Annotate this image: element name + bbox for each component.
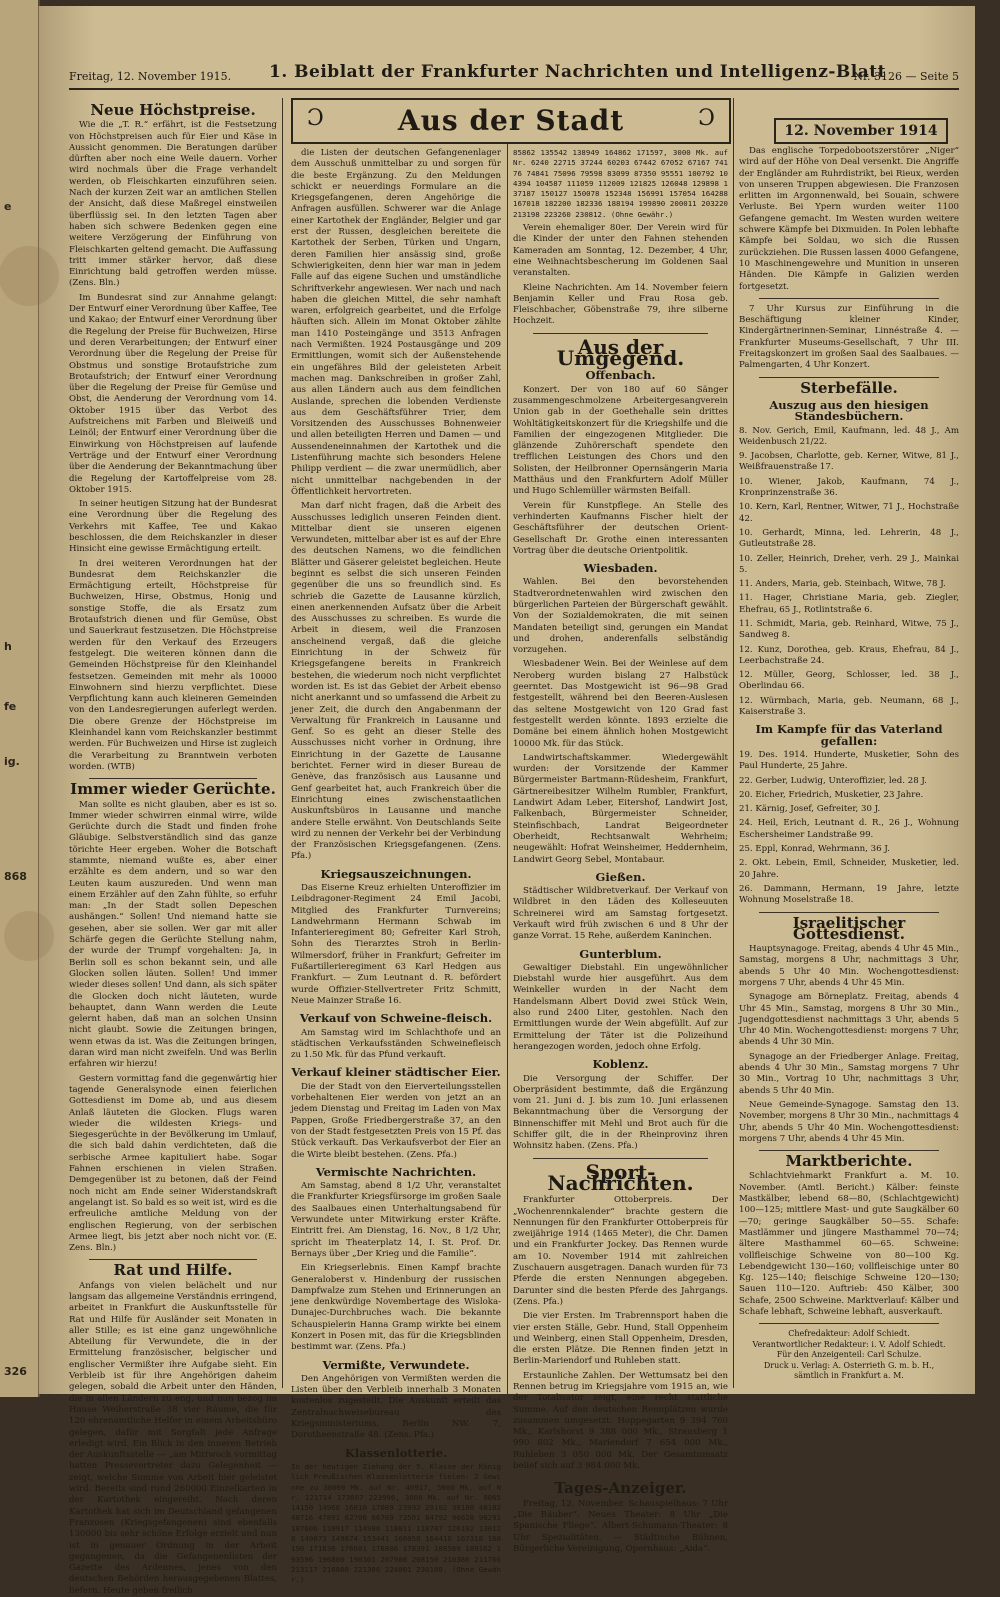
article-paragraph: Das englische Torpedobootszerstörer „Niger“ wird auf der Höhe von Deal versenkt. Die Angriffe der Engländer am Ruhrdistrikt, bei Rieux, werden von unseren Truppen abgewiesen. Die Franzosen erlitten im Argonnenwald, bei Souain, schwere Verluste. Bei Ypern wurden weiter 1100 Gefangene gemacht. Im Westen wurden weitere schwere Kämpfe bei Dixmuiden. In Polen lebhafte Kämpfe bei Soldau, wo sich die Russen zurückziehen. Die Russen lassen 4000 Gefangene, 10 Maschinengewehre und Munition in unseren Händen. Die Kämpfe in Galizien werden fortgesetzt. [739,146,959,292]
edge-fragment: h [4,640,12,653]
column-1 [69,101,277,1596]
subheading: Vermischte Nachrichten. [315,1164,477,1179]
section-heading: Tages-Anzeiger. [554,1479,687,1498]
subheading: Klassenlotterie. [344,1445,448,1460]
list-item: 10. Kern, Karl, Rentner, Witwer, 71 J., Hochstraße 42. [739,502,959,524]
article-paragraph: 7 Uhr Kursus zur Einführung in die Beschäftigung kleiner Kinder, Kindergärtnerinnen-Seminar, Linnéstraße 4. — Frankfurter Museums-Gesellschaft, 7 Uhr III. Freitagskonzert im großen Saal des Saalbaues. — Palmengarten, 4 Uhr Konzert. [739,303,959,371]
list-item: 10. Gerhardt, Minna, led. Lehrerin, 48 J., Gutleutstraße 28. [739,527,959,550]
binding-edge [0,0,40,1397]
article-paragraph: Das Eiserne Kreuz erhielten Unteroffizier im Leibdragoner-Regiment 24 Emil Jacobi, Mitglied des Frankfurter Turnvereins; Landwehrmann Hermann Schwab im Infanterieregiment 80; Gefreiter Karl Stroh, Sohn des Tierarztes Stroh in Berlin-Wilmersdorf, früher in Frankfurt; Gefreiter im Fußartillerieregiment 63 Karl Hedgen aus Frankfurt. — Zum Leutnant d. R. befördert wurde Offizier-Stellvertreter Fritz Schmitt, Neue Mainzer Straße 16. [291,883,501,1006]
article-paragraph: Die Versorgung der Schiffer. Der Oberpräsident bestimmte, daß die Ergänzung vom 21. Juni d. J. bis zum 10. Juni erlassenen Bekanntmachung über die Versorgung der Binnenschiffer mit Mehl und Brot auch für die Schiffer gilt, die in der Rheinprovinz ihren Wohnsitz haben. (Zens. Pfa.) [513,1073,728,1152]
list-item: 20. Eicher, Friedrich, Musketier, 23 Jahre. [739,789,924,800]
list-item: 12. Kunz, Dorothea, geb. Kraus, Ehefrau, 84 J., Leerbachstraße 24. [739,644,959,666]
article-paragraph: Ein Kriegserlebnis. Einen Kampf brachte Generaloberst v. Hindenburg der russischen Dampfwalze zum Stehen und Erinnerungen an jene denkwürdige Novembertage des Wisloka-Dunajec-Durchbruches wach. Die bekannte Schauspielerin Hanna Gramp wirkte bei einem Konzert in Posen mit, das für die Kriegsblinden bestimmt war. (Zens. Pfa.) [291,1263,501,1353]
edge-fragment: e [4,200,12,213]
article-paragraph: Am Samstag, abend 8 1/2 Uhr, veranstaltet die Frankfurter Kriegsfürsorge im großen Saale des Saalbaues einen Unterhaltungsabend für Verwundete unter Mitwirkung erster Kräfte. Eintritt frei. Am Dienstag, 16. Nov., 8 1/2 Uhr, spricht im Theaterplatz 14, I. St. Prof. Dr. Bernays über „Der Krieg und die Familie“. [291,1181,501,1259]
subheading: Im Kampfe für das Vaterland gefallen: [755,722,943,748]
list-item: 19. Des. 1914. Hunderte, Musketier, Sohn des Paul Hunderte, 25 Jahre. [739,749,959,772]
article-paragraph: Verein für Kunstpflege. An Stelle des verhinderten Kaufmanns Fischer hielt der Geschäftsführer der deutschen Orient-Gesellschaft Dr. Grothe einen interessanten Vortrag über die deutsche Orientpolitik. [513,500,728,556]
article-paragraph: Im Bundesrat sind zur Annahme gelangt: Der Entwurf einer Verordnung über Kaffee, Tee und Kakao; der Entwurf einer Verordnung über die Regelung der Preise für Buchweizen, Hirse und deren Verarbeitungen; der Entwurf einer Verordnung über die Regelung der Preise für Obstmus und sonstige Brotaufstriche zum Brotaufstrich; der Entwurf einer Verordnung über die Regelung der Preise für Gemüse und Obst, die Aenderung der Verordnung vom 14. Oktober 1915 über das Verbot des Aufstreichens mit Farben und Bleiweiß und Leinöl; der Entwurf einer Verordnung über die Einwirkung von Höchstpreisen auf laufende Verträge und der Entwurf einer Verordnung über die Aenderung der Bekanntmachung über die Regelung der Kartoffelpreise vom 28. Oktober 1915. [69,292,277,495]
column-3 [513,148,728,1554]
masthead-issue: Nr. 3126 — Seite 5 [853,70,959,83]
article-heading: Rat und Hilfe. [113,1261,233,1280]
article-paragraph: Städtischer Wildbretverkauf. Der Verkauf von Wildbret in den Läden des Kolleseuuten Schreinerei wird am Samstag fortgesetzt. Verkauft wird früh zwischen 6 und 8 Uhr der ganze Vorrat. 15 Rehe, außerdem Kaninchen. [513,886,728,942]
article-paragraph: Frankfurter Ottoberpreis. Der „Wochenrennkalender“ brachte gestern die Nennungen für den Frankfurter Ottoberpreis für zweijährige 1914 (1465 Meter), die Chr. Damen und ein Frankfurter Jockey. Das Rennen wurde am 10. November 1914 mit zahlreichen Zuschauern ausgetragen. Danach wurden für 73 Pferde die ersten Nennungen abgegeben. Darunter sind die besten Pferde des Jahrgangs. (Zens. Pfa.) [513,1195,728,1307]
list-item: 10. Zeller, Heinrich, Dreher, verh. 29 J., Mainkai 5. [739,553,959,575]
article-paragraph: Synagoge an der Friedberger Anlage. Freitag, abends 4 Uhr 30 Min., Samstag morgens 7 Uhr 30 Min., Vortrag 10 Uhr, nachmittags 3 Uhr, abends 5 Uhr 40 Min. [739,1051,959,1096]
imprint-line: Verantwortlicher Redakteur: i. V. Adolf Schiedt. [752,1339,946,1349]
article-paragraph: In seiner heutigen Sitzung hat der Bundesrat eine Verordnung über die Regelung des Verkehrs mit Kaffee, Tee und Kakao beschlossen, die dem Reichskanzler in dieser Hinsicht eine gewisse Ermächtigung erteilt. [69,499,277,555]
lottery-numbers: 85862 135542 138949 164862 171597, 3000 Mk. auf Nr. 6240 22715 37244 60203 67442 67052 67167 74176 74841 75096 79598 83099 87350 95551 100792 104394 104587 111059 112009 121825 126048 129898 137187 150127 150078 152348 156991 157054 164288 167018 182200 182336 188194 199890 200011 203220 213198 223260 230812. (Ohne Gewähr.) [513,148,728,219]
article-paragraph: Wie die „T. R.“ erfährt, ist die Festsetzung von Höchstpreisen auch für Eier und Käse in Aussicht genommen. Die Beratungen darüber dürften aber noch eine Weile dauern. Vorher wird nochmals über die Frage verhandelt werden, ob Fleischkarten einzuführen seien. Nach der kurzen Zeit war an amtlichen Stellen der Ansicht, daß diese Maßregel einstweilen überflüssig sei. In den letzten Tagen aber haben sich schwere Bedenken gegen eine weitere Verzögerung der Einführung von Fleischkarten geltend gemacht. Die Auffassung tritt immer stärker hervor, daß diese Einrichtung bald getroffen werden müsse. (Zens. Bln.) [69,120,277,289]
section-banner [291,98,731,144]
section-heading: Israelitischer Gottesdienst. [792,913,906,943]
list-item: 12. Würmbach, Maria, geb. Neumann, 68 J., Kaiserstraße 3. [739,695,959,718]
list-item: 22. Gerber, Ludwig, Unteroffizier, led. 28 J. [739,775,927,786]
list-item: 8. Nov. Gerich, Emil, Kaufmann, led. 48 J., Am Weidenbusch 21/22. [739,425,959,447]
article-paragraph: Man sollte es nicht glauben, aber es ist so. Immer wieder schwirren einmal wirre, wilde Gerüchte durch die Stadt und finden frohe Gläubige. Selbstverständlich sind das ganze törichte Heer ergeben. Woher die Botschaft stammte, niemand wußte es, aber einer erzählte es dem andern, und so war den Leuten kaum auszureden. Und wenn man einem Erzähler auf den Zahn fühlte, so erfuhr man: „In der Stadt sollen Depeschen aushängen.“ Sollen! Und niemand hatte sie gesehen, aber sie sollen. Wer gar mit aller Schärfe gegen die Gerüchte Stellung nahm, der wurde der Trumpf vorgehalten: Ja, in Berlin soll es schon bekannt sein, und alle Glocken sollen läuten. Sollen! Und immer wieder dieses sollen! Und dann, als sich später die Glocken doch nicht läuteten, wurde behauptet, dann Wann werden die Leute gelernt haben, daß man an solchen Unsinn nicht glaubt. Sowie die Zeitungen bringen, wenn etwas da ist. Was die Zeitungen bringen, daran wird man nicht zweifeln. Und was Berlin erfahren wir hierzu! [69,799,277,1070]
section-heading: Marktberichte. [785,1152,913,1171]
list-item: 12. Müller, Georg, Schlosser, led. 38 J., Oberlindau 66. [739,670,959,692]
subheading: Auszug aus den hiesigen Standesbüchern. [769,397,929,424]
imprint-line: Druck u. Verlag: A. Osterrieth G. m. b. H., [763,1360,935,1370]
article-paragraph: Kleine Nachrichten. Am 14. November feiern Benjamin Keller und Frau Rosa geb. Fleischbacher, Göbenstraße 79, ihre silberne Hochzeit. [513,282,728,327]
subheading: Verkauf kleiner städtischer Eier. [291,1065,501,1080]
article-paragraph: Wiesbadener Wein. Bei der Weinlese auf dem Neroberg wurden bislang 27 Halbstück geerntet. Das Mostgewicht ist 96—98 Grad festgestellt, während bei den Beeren-Auslesen das seltene Mostgewicht von 120 Grad fast festgestellt werden könnte. 1893 erzielte die Domäne bei einem ähnlich hohen Mostgewicht 10000 Mk. für das Stück. [513,659,728,749]
article-paragraph: Hauptsynagoge. Freitag, abends 4 Uhr 45 Min., Samstag, morgens 8 Uhr, nachmittags 3 Uhr, abends 5 Uhr 40 Min. Wochengottesdienst: morgens 7 Uhr, abends 4 Uhr 45 Min. [739,944,959,988]
article-paragraph: Gewaltiger Diebstahl. Ein ungewöhnlicher Diebstahl wurde hier ausgeführt. Aus dem Weinkeller wurden in der Nacht dem Handelsmann Albert Dovid zwei Stück Wein, also rund 2400 Liter, gestohlen. Nach den Ermittlungen wurde der Wein abgefüllt. Auf zur Ermittelung der Täter ist die Polizeihund herangezogen worden, jedoch ohne Erfolg. [513,962,728,1052]
list-item: 10. Wiener, Jakob, Kaufmann, 74 J., Kronprinzenstraße 36. [739,476,959,499]
place-heading: Gunterblum. [579,946,662,961]
list-item: 21. Kärnig, Josef, Gefreiter, 30 J. [739,804,881,815]
edge-fragment: fe [4,700,17,713]
article-paragraph: Anfangs von vielen belächelt und nur langsam das allgemeine Verständnis erringend, arbeitet in Frankfurt die Auskunftsstelle für Rat und Hilfe für Ausländer seit Monaten in aller Stille; es ist eine ganz ungewöhnliche Abteilung für Verwundete, die in der Ermittelung französischer, belgischer und englischer Vermißter ihre Aufgabe sieht. Ein Verbleib ist für ihre Angehörigen daheim gelegen, sobald die Arbeit unter den Händen, die in allen Ländern zu eng, und nun bezog im Hause Weiherstraße 38 vier Räume, die für 120 ehrenamtliche Helfer in einem Arbeitsbüro gelegen, dafür mit Sorgfalt jede Anfrage erledigt wird. Ein Blick in den inneren Betrieb der Auskunftsstelle — „am Mittwoch vormittag hatten Pressevertreter dazu Gelegenheit — zeigt, welche Summe von Arbeit hier geleistet wird. Bereits sind rund 260000 Einzelkarten in der Kartothek eingereiht. Nach deren Kartothek hat sich im Deutschland gefangenen Franzosen (Kriegsgefangenen) sind ebenfalls 130000 bis sehr schöne Erfolge erzielt und nun ist in genauer Ordnung in der Arbeit gegangenen, da die Gefangenenlisten der Gazette des Ardennes, jenes von den deutschen Behörden herausgegebenen Blattes, liefern. Heute geben freilich [69,1280,277,1596]
section-heading: Aus der Umgegend. [556,334,685,371]
list-item: 24. Heil, Erich, Leutnant d. R., 26 J., Wohnung Eschersheimer Landstraße 99. [739,818,959,840]
ornament-right-icon: Ɔ [698,106,715,131]
section-heading: Sterbefälle. [800,378,898,397]
column-4 [739,146,959,1426]
edge-fragment: ig. [4,755,20,768]
lottery-numbers: In der heutigen Ziehung der 5. Klasse der Königlich Preußischen Klassenlotterie fielen: 2 Gewinne zu 30000 Mk. auf Nr. 40917, 5000 Mk. auf Nr. 121714 173607 223996, 3000 Mk. auf Nr. 9065 14150 14966 16810 17089 23992 29102 38180 48182 48716 47891 62706 66769 73501 84792 96628 98291 107606 110917 114986 118811 118787 126102 130128 149073 149874 153441 166058 164416 167318 168190 171836 176601 176806 178391 188589 189162 193596 196800 198301 207908 208150 210386 211766 213117 216860 221306 224001 230108. (Ohne Gewähr.) [291,1461,501,1585]
article-paragraph: Konzert. Der von 180 auf 60 Sänger zusammengeschmolzene Arbeitergesangverein Union gab in der Goethehalle sein drittes Wohltätigkeitskonzert für die Kriegshilfe und die Familien der eingezogenen Mitglieder. Die glänzende Zuhörerschaft spendete den trefflichen Leistungen des Chors und den Solisten, der Heilbronner Opernsängerin Maria Matthäus und den Frankfurtern Adolf Müller und Hugo Schlemüller wärmsten Beifall. [513,384,728,497]
list-item: 2. Okt. Lebein, Emil, Schneider, Musketier, led. 20 Jahre. [739,858,959,880]
subheading: Kriegsauszeichnungen. [320,866,472,881]
imprint [739,1329,959,1382]
column-2 [291,148,501,1585]
list-item: 11. Hager, Christiane Maria, geb. Ziegler, Ehefrau, 65 J., Rotlintstraße 6. [739,593,959,615]
article-paragraph: Schlachtviehmarkt Frankfurt a. M. 10. November. (Amtl. Bericht.) Kälber: feinste Mastkälber, lebend 68—80, (Schlachtgewicht) 100—125; mittlere Mast- und gute Saugkälber 60—70; geringe Saugkälber 50—55. Schafe: Mastlämmer und jüngere Masthammel 70—74; ältere Masthammel 60—65. Schweine: vollfleischige Schweine von 80—100 Kg. Lebendgewicht 130—160; vollfleischige unter 80 Kg. 125—140; fleischige Schweine 120—130; Sauen 110—120. Auftrieb: 450 Kälber, 300 Schafe, 2500 Schweine. Marktverlauf: Kälber und Schafe lebhaft, Schweine lebhaft, ausverkauft. [739,1171,959,1318]
article-paragraph: Man darf nicht fragen, daß die Arbeit des Ausschusses lediglich unseren Feinden dient. Mittelbar dient sie unseren eigenen Verwundeten, mittelbar aber ist es auf der Ehre des deutschen Namens, wo die feindlichen Blätter und Gäserer geleistet begleichen. Heute beginnt es selbst die sich unseren Feinden gegenüber die uns so freundlich sind. Es schrieb die Gazette de Lausanne kürzlich, einen anerkennenden Aufsatz über die Arbeit des Ausschusses zu schreiben. Es wurde die Arbeit in diesem, weil die Franzosen anscheinend vergaß, daß die gleiche Einrichtung in der Schweiz für Kriegsgefangene bereits in Frankreich bestehen, die wiederum noch nicht verpflichtet worden ist. Es ist das Gebiet der Arbeit ebenso nicht anerkannt und so umfassend die Arbeit zu jener Zeit, die durch den Angabenmann der Verwaltung für Frankreich in Lausanne und Genf. So es geht an dieser Stelle des Ausschusses nicht vorher in Ordnung, ihre Einrichtung in der Gazette de Lausanne berichtet. Ferner wird in dieser Bureau de Genève, das französisch aus Lausanne und Genf gearbeitet hat, auch Frankreich über die Einrichtung eines zwischenstaatlichen Auskunftsbüros in Lausanne und manche andere Stelle erwähnt. Von Deutschlands Seite wird zu nennen der Verkehr bei der Verbindung der Französischen Kriegsgefangenen. (Zens. Pfa.) [291,501,501,862]
masthead-date: Freitag, 12. November 1915. [69,70,232,83]
ornament-left-icon: Ɔ [307,106,324,131]
place-heading: Gießen. [595,869,646,884]
list-item: 26. Dammann, Hermann, 19 Jahre, letzte Wohnung Moselstraße 18. [739,883,959,906]
article-paragraph: Gestern vormittag fand die gegenwärtig hier tagende Generalsynode einen feierlichen Gottesdienst im Dome ab, und aus diesem Anlaß läuteten die Glocken. Flugs waren wieder die wildesten Kriegs- und Siegesgerüchte in der Bevölkerung im Umlauf, die sich bald dahin verdichteten, daß die serbische Armee kapituliert habe. Sogar Fahnen erschienen in vielen Straßen. Demgegenüber ist zu betonen, daß der Feind noch nicht am Ende seiner Widerstandskraft angelangt ist. So bald es so weit ist, wird es die erfreuliche amtliche Meldung von der englischen Regierung, von der serbischen Armee liegt, bis jetzt aber noch nicht vor. (E. Zens. Bln.) [69,1073,277,1254]
date-box: 12. November 1914 [774,118,948,144]
article-paragraph: Die der Stadt von den Eierverteilungsstellen vorbehaltenen Eier werden von jetzt an an jedem Dienstag und Freitag im Laden von Max Pappen, Große Friedbergerstraße 37, an den von der Stadt festgesetzten Preis von 15 Pf. das Stück verkauft. Das Verkaufsverbot der Eier an die Wirte bleibt bestehen. (Zens. Pfa.) [291,1081,501,1160]
newspaper-page [38,6,975,1596]
place-heading: Wiesbaden. [583,561,658,576]
edge-fragment: 868 [4,870,27,883]
masthead-title: 1. Beiblatt der Frankfurter Nachrichten und Intelligenz-Blatt [269,62,886,82]
place-heading: Offenbach. [585,368,656,383]
article-paragraph: Die vier Ersten. Im Trabrennsport haben die vier ersten Ställe, Gebr. Hund, Stall Oppenheim und Weinberg, einen Stall Oppenheim, Dresden, die ersten Plätze. Die Rennen finden jetzt in Berlin-Mariendorf und Ruhleben statt. [513,1311,728,1367]
list-item: 9. Jacobsen, Charlotte, geb. Kerner, Witwe, 81 J., Weißfrauenstraße 17. [739,451,959,473]
imprint-line: Chefredakteur: Adolf Schiedt. [788,1329,910,1339]
article-paragraph: Wahlen. Bei den bevorstehenden Stadtverordnetenwahlen wird zwischen den bürgerlichen Parteien der Bürgerschaft gewählt. Von der Sozialdemokraten, die mit seinen Mandaten beteiligt sind, gerungen ein Mandat und drohen, anderenfalls selbständig vorzugehen. [513,577,728,656]
list-item: 11. Anders, Maria, geb. Steinbach, Witwe, 78 J. [739,579,946,590]
death-list [739,426,959,719]
subheading: Vermißte, Verwundete. [322,1357,470,1372]
section-title: Aus der Stadt [397,104,625,137]
article-paragraph: Landwirtschaftskammer. Wiedergewählt wurden: der Vorsitzende der Kammer Bürgermeister Bartmann-Rüdesheim, Frankfurt, Gärtnereibesitzer Wilhelm Rumbler, Frankfurt, Landwirt Adam Leber, Eitershof, Landwirt Jost, Falkenbach, Bürgermeister Schneider, Steinfischbach, Landrat Beigeordneter Oberheidt, Rechtsanwalt Wehrheim; neugewählt: Hofrat Weinsheimer, Heddernheim, Landwirt Georg Sebel, Montabaur. [513,752,728,865]
article-paragraph: Erstaunliche Zahlen. Der Wettumsatz bei den Rennen betrug im Kriegsjahre vom 1915 an, wie der Totalisator zeigt, eine recht stattliche Summe. Auf den deutschen Rennplätzen wurde zusammen umgesetzt: Hoppegarten 9 394 760 Mk., Karlshorst 9 388 000 Mk., Strausberg 1 990 802 Mk., Mariendorf 7 654 000 Mk., Ruhleben 3 050 000 Mk. Der Gesamtumsatz belief sich auf 3 984 000 Mk. [513,1370,728,1472]
article-heading: Immer wieder Gerüchte. [70,780,276,799]
article-paragraph: Freitag, 12. November. Schauspielhaus: 7 Uhr „Die Räuber“. Neues Theater: 8 Uhr „Die Spanische Fliege“. Albert-Schumann-Theater: 8 Uhr Spezialitäten. — Städtische Bühnen, Bürgerliche Vereinigung, Opernhaus: „Aida“. [513,1498,728,1554]
subheading: Verkauf von Schweine-fleisch. [299,1011,493,1026]
fallen-list [739,750,959,907]
article-paragraph: Verein ehemaliger 80er. Der Verein wird für die Kinder der unter den Fahnen stehenden Kameraden am Sonntag, 12. Dezember, 4 Uhr, eine Weihnachtsbescherung im Goldenen Saal veranstalten. [513,223,728,279]
list-item: 25. Eppl, Konrad, Wehrmann, 36 J. [739,844,890,855]
article-paragraph: In drei weiteren Verordnungen hat der Bundesrat dem Reichskanzler die Ermächtigung erteilt, Höchstpreise für Buchweizen, Hirse, Obstmus, Honig und sonstige Stoffe, die als Ersatz zum Brotaufstrich dienen und für Gemüse, Obst und Sauerkraut festzusetzen. Die Höchstpreise werden für den Verkauf des Erzeugers festgelegt. Die weiteren können dann die Gemeinden Höchstpreise für den Kleinhandel festsetzen. Gemeinden mit mehr als 10000 Einwohnern sind hierzu verpflichtet. Diese Verpflichtung kann auch kleineren Gemeinden von den Landesregierungen auferlegt werden. Die obere Grenze der Höchstpreise im Kleinhandel kann vom Reichskanzler bestimmt werden. Für Buchweizen und Hirse ist zugleich die Verarbeitung zu Branntwein verboten worden. (WTB) [69,558,277,772]
place-heading: Koblenz. [592,1057,649,1072]
list-item: 11. Schmidt, Maria, geb. Reinhard, Witwe, 75 J., Sandweg 8. [739,618,959,641]
section-heading: Sport-Nachrichten. [547,1159,694,1195]
masthead [69,62,959,90]
article-paragraph: Den Angehörigen von Vermißten werden die Listen über den Verbleib innerhalb 3 Monaten kostenlos zugestellt. Die Auskunft erteilt das Zentralnachweisebureau des Kriegsministeriums, Berlin NW. 7, Dorotheenstraße 48. (Zens. Pfa.) [291,1373,501,1441]
imprint-line: Für den Anzeigenteil: Carl Schulze. [776,1350,922,1360]
article-paragraph: Neue Gemeinde-Synagoge. Samstag den 13. November, morgens 8 Uhr 30 Min., nachmittags 4 Uhr, abends 5 Uhr 40 Min. Wochengottesdienst: morgens 7 Uhr, abends 4 Uhr 45 Min. [739,1099,959,1144]
article-paragraph: die Listen der deutschen Gefangenenlager dem Ausschuß unmittelbar zu und sorgen für die beste Ergänzung. Zu den Meldungen schickt er neuerdings Formulare an die Kriegsgefangenen, deren Angehörige die Anfragen ausfüllen. Schwerer war die Anlage einer Kartothek der Engländer, Belgier und gar erst der Russen, desgleichen bereitete die Kartothek der Serben, Türken und Ungarn, deren Familien hier ansässig sind, große Schwierigkeiten, denn hier war man in jedem Falle auf das eigene Suchen und umständliche Schriftverkehr angewiesen. Wer nach und nach haben die gleichen Mittel, die sehr namhaft waren, erfolgreich gearbeitet, und die Erfolge häuften sich. Allein im Monat Oktober zählte man 1410 Posteingänge und 3513 Anfragen nach Vermißten. 1924 Postausgänge und 209 Ermittlungen, womit sich der Außenstehende ein ungefähres Bild der geleisteten Arbeit machen mag. Dankschreiben in großer Zahl, aus allen Ländern auch aus dem feindlichen Auslande, sprechen die lobenden Verdienste aus dem Geschäftsführer Trier, dem Vorsitzenden des Ausschusses Bohnenweier und allen beteiligten Herren und Damen — und Aussendeneinnahmen der Kartothek und die Listenführung machte sich besonders Helene Philipp verdient — die zwar unermüdlich, aber nicht unmittelbar nachgebenden in der Öffentlichkeit hervortreten. [291,148,501,497]
edge-fragment: 326 [4,1365,27,1378]
imprint-line: sämtlich in Frankfurt a. M. [794,1371,904,1381]
article-paragraph: Synagoge am Börneplatz. Freitag, abends 4 Uhr 45 Min., Samstag, morgens 8 Uhr 30 Min., Jugendgottesdienst nachmittags 3 Uhr, abends 5 Uhr 40 Min. Wochengottesdienst: morgens 7 Uhr, abends 4 Uhr 30 Min. [739,992,959,1048]
article-paragraph: Am Samstag wird im Schlachthofe und an städtischen Verkaufsständen Schweinefleisch zu 1.50 Mk. für das Pfund verkauft. [291,1027,501,1061]
article-heading: Neue Höchstpreise. [90,101,256,119]
